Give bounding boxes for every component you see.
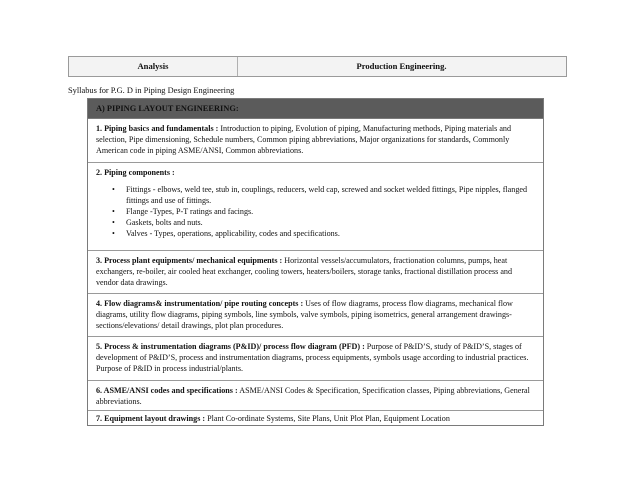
row-text: Plant Co-ordinate Systems, Site Plans, Unit Plot Plan, Equipment Location — [205, 414, 450, 423]
list-item: • Flange -Types, P-T ratings and facings. — [112, 207, 254, 216]
syllabus-row-3 — [88, 251, 543, 294]
header-cell-production: Production Engineering. — [356, 61, 447, 71]
row-text: ASME/ANSI Codes & Specification, Specification classes, Piping abbreviations, General abbreviations. — [96, 386, 530, 406]
bullet-dot-icon: • — [112, 207, 115, 216]
header-cell-analysis: Analysis — [69, 57, 238, 76]
list-item: • Gaskets, bolts and nuts. — [112, 218, 203, 227]
bullet-dot-icon: • — [112, 229, 115, 238]
syllabus-row-7 — [88, 411, 543, 427]
row-text: Purpose of P&ID’S, study of P&ID’S, stages of development of P&ID’S, process and instrumentation diagrams, process equipments, symbols usage according to industrial practices. Purpose of P&ID in process industrial/plants. — [96, 342, 529, 373]
section-heading: A) PIPING LAYOUT ENGINEERING: — [88, 99, 543, 119]
syllabus-row-4 — [88, 294, 543, 337]
list-item: • Valves - Types, operations, applicability, codes and specifications. — [112, 229, 340, 238]
row-title: 6. ASME/ANSI codes and specifications : — [96, 386, 238, 395]
header-table — [68, 56, 567, 77]
row-title: 1. Piping basics and fundamentals : — [96, 124, 219, 133]
list-item: • Fittings - elbows, weld tee, stub in, couplings, reducers, weld cap, screwed and socket welded fittings, Pipe nipples, flanged fittings and use of fittings. — [112, 185, 528, 205]
row-title: 2. Piping components : — [96, 168, 175, 177]
bullet-dot-icon: • — [112, 218, 115, 227]
component-list — [96, 184, 535, 239]
syllabus-row-1 — [88, 119, 543, 163]
row-title: 4. Flow diagrams& instrumentation/ pipe routing concepts : — [96, 299, 304, 308]
row-text: Introduction to piping, Evolution of piping, Manufacturing methods, Piping materials and selection, Pipe dimensioning, Schedule numbers, Common piping abbreviations, Major organizations for standards, Commonly American code in piping ASME/ANSI, Common abbreviations. — [96, 124, 512, 155]
row-text: Horizontal vessels/accumulators, fractionation columns, pumps, heat exchangers, re-boiler, air cooled heat exchanger, cooling towers, heaters/boilers, storage tanks, fractional distillation process and vendor data drawings. — [96, 256, 513, 287]
row-text: Uses of flow diagrams, process flow diagrams, mechanical flow diagrams, utility flow diagrams, piping symbols, line symbols, valve symbols, piping isometrics, general arrangement drawings- sections/elevations/ detail drawings, plot plan procedures. — [96, 299, 513, 330]
syllabus-row-5 — [88, 337, 543, 381]
syllabus-title: Syllabus for P.G. D in Piping Design Engineering — [68, 86, 235, 95]
syllabus-table — [87, 98, 544, 426]
row-title: 3. Process plant equipments/ mechanical equipments : — [96, 256, 283, 265]
bullet-dot-icon: • — [112, 185, 115, 194]
row-title: 7. Equipment layout drawings : — [96, 414, 206, 423]
syllabus-row-2 — [88, 163, 543, 251]
row-title: 5. Process & instrumentation diagrams (P&ID)/ process flow diagram (PFD) : — [96, 342, 365, 351]
syllabus-row-6 — [88, 381, 543, 411]
